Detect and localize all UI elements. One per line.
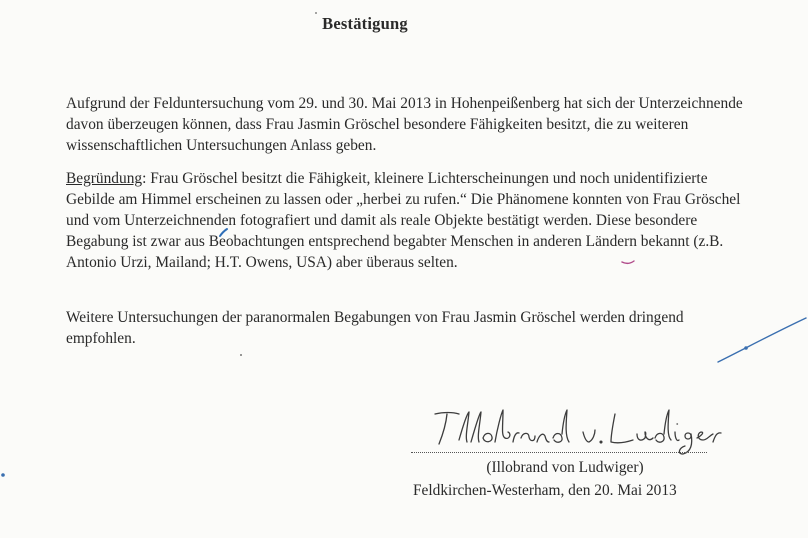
signature-line (411, 452, 707, 453)
document-title: Bestätigung (322, 14, 408, 33)
signatory-name: (Illobrand von Ludwiger) (486, 459, 644, 476)
ink-speck (238, 352, 244, 358)
signature-block (405, 400, 725, 520)
place-and-date: Feldkirchen-Westerham, den 20. Mai 2013 (413, 482, 677, 499)
justification-text: : Frau Gröschel besitzt die Fähigkeit, kleinere Lichterscheinungen und noch unidentifizierte Gebilde am Himmel erscheinen zu lassen oder „herbei zu rufen.“ Die Phänomene konnten von Frau Gröschel und vom Unterzeichnenden fotografiert und damit als reale Objekte bestätigt werden. Diese besondere Begabung ist zwar aus Beobachtungen entsprechend begabter Menschen in anderen Ländern bekannt (z.B. Antonio Urzi, Mailand; H.T. Owens, USA) aber überaus selten. (66, 170, 741, 271)
handwritten-signature (413, 400, 723, 456)
justification-label: Begründung (66, 170, 143, 187)
ink-speck (0, 470, 8, 480)
pen-stroke-mark (716, 312, 808, 366)
paragraph-findings: Aufgrund der Felduntersuchung vom 29. und 30. Mai 2013 in Hohenpeißenberg hat sich der Unterzeichnende davon überzeugen können, dass Frau Jasmin Gröschel besondere Fähigkeiten besitzt, die zu weiteren wissenschaftlichen Untersuchungen Anlass geben. (66, 95, 743, 154)
paragraph-justification (66, 168, 756, 273)
ink-speck (620, 258, 636, 266)
ink-speck (218, 227, 230, 239)
ink-speck (312, 10, 320, 16)
paragraph-recommendation: Weitere Untersuchungen der paranormalen Begabungen von Frau Jasmin Gröschel werden dringend empfohlen. (66, 309, 684, 347)
